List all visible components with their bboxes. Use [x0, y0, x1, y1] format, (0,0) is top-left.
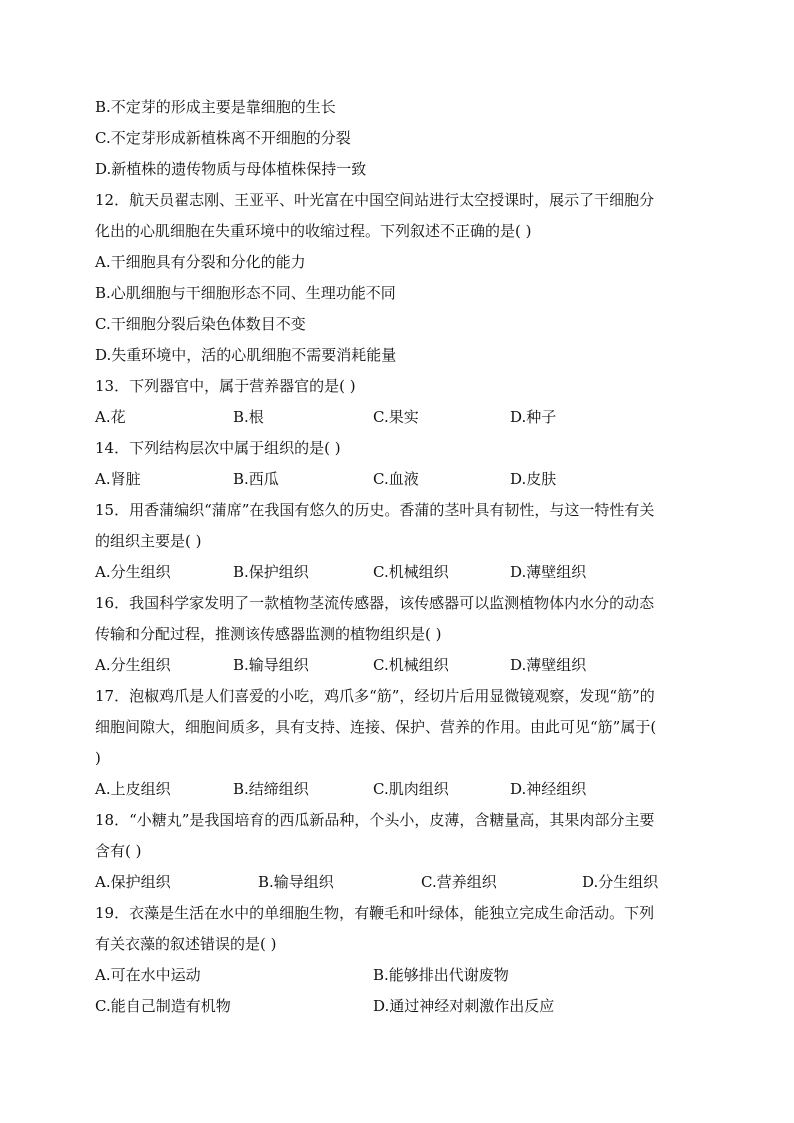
question-stem: 细胞间隙大，细胞间质多，具有支持、连接、保护、营养的作用。由此可见“筋”属于(	[95, 718, 657, 736]
question-stem: 12．航天员翟志刚、王亚平、叶光富在中国空间站进行太空授课时，展示了干细胞分	[95, 191, 655, 209]
options-row	[95, 650, 700, 681]
option-b: B.不定芽的形成主要是靠细胞的生长	[95, 98, 336, 116]
question-stem: 16．我国科学家发明了一款植物茎流传感器，该传感器可以监测植物体内水分的动态	[95, 594, 655, 612]
option-c: C.能自己制造有机物	[95, 997, 231, 1015]
question-stem: 的组织主要是( )	[95, 532, 202, 550]
options-row	[95, 991, 700, 1022]
options-row	[95, 557, 700, 588]
option-d: D.薄壁组织	[510, 656, 587, 674]
option-d: D.皮肤	[510, 470, 557, 488]
question-stem: 14．下列结构层次中属于组织的是( )	[95, 439, 341, 457]
option-c: C.营养组织	[421, 873, 497, 891]
option-d: D.神经组织	[510, 780, 587, 798]
option-b: B.西瓜	[233, 470, 279, 488]
option-c: C.干细胞分裂后染色体数目不变	[95, 315, 306, 333]
option-b: B.能够排出代谢废物	[373, 966, 509, 984]
option-b: B.输导组织	[258, 873, 334, 891]
option-b: B.根	[233, 408, 264, 426]
question-stem: 13．下列器官中，属于营养器官的是( )	[95, 377, 356, 395]
question-stem: )	[95, 749, 101, 767]
option-c: C.不定芽形成新植株离不开细胞的分裂	[95, 129, 351, 147]
option-a: A.肾脏	[95, 470, 141, 488]
option-a: A.花	[95, 408, 126, 426]
option-a: A.分生组织	[95, 563, 171, 581]
question-stem: 18．“小糖丸”是我国培育的西瓜新品种，个头小，皮薄，含糖量高，其果肉部分主要	[95, 811, 655, 829]
option-d: D.通过神经对刺激作出反应	[373, 997, 555, 1015]
question-stem: 含有( )	[95, 842, 142, 860]
question-stem: 化出的心肌细胞在失重环境中的收缩过程。下列叙述不正确的是( )	[95, 222, 532, 240]
question-15	[95, 495, 700, 588]
option-d: D.失重环境中，活的心肌细胞不需要消耗能量	[95, 346, 397, 364]
option-a: A.分生组织	[95, 656, 171, 674]
question-stem: 19．衣藻是生活在水中的单细胞生物，有鞭毛和叶绿体，能独立完成生命活动。下列	[95, 904, 655, 922]
options-row	[95, 867, 700, 898]
question-13	[95, 371, 700, 433]
question-19	[95, 898, 700, 1022]
question-stem: 15．用香蒲编织“蒲席”在我国有悠久的历史。香蒲的茎叶具有韧性，与这一特性有关	[95, 501, 655, 519]
question-16	[95, 588, 700, 681]
question-12	[95, 185, 700, 371]
question-18	[95, 805, 700, 898]
option-d: D.薄壁组织	[510, 563, 587, 581]
option-a: A.上皮组织	[95, 780, 171, 798]
option-a: A.干细胞具有分裂和分化的能力	[95, 253, 306, 271]
options-row	[95, 774, 700, 805]
question-stem: 17．泡椒鸡爪是人们喜爱的小吃，鸡爪多“筋”，经切片后用显微镜观察，发现“筋”的	[95, 687, 655, 705]
option-c: C.果实	[373, 408, 419, 426]
option-d: D.新植株的遗传物质与母体植株保持一致	[95, 160, 367, 178]
option-c: C.肌肉组织	[373, 780, 449, 798]
question-stem: 传输和分配过程，推测该传感器监测的植物组织是( )	[95, 625, 442, 643]
question-17	[95, 681, 700, 805]
option-a: A.可在水中运动	[95, 966, 201, 984]
options-row	[95, 402, 700, 433]
option-a: A.保护组织	[95, 873, 171, 891]
option-b: B.结缔组织	[233, 780, 309, 798]
options-row	[95, 464, 700, 495]
options-row	[95, 960, 700, 991]
option-c: C.机械组织	[373, 656, 449, 674]
option-b: B.输导组织	[233, 656, 309, 674]
option-b: B.保护组织	[233, 563, 309, 581]
option-b: B.心肌细胞与干细胞形态不同、生理功能不同	[95, 284, 396, 302]
option-c: C.机械组织	[373, 563, 449, 581]
option-c: C.血液	[373, 470, 419, 488]
question-stem: 有关衣藻的叙述错误的是( )	[95, 935, 277, 953]
option-d: D.分生组织	[582, 873, 659, 891]
question-14	[95, 433, 700, 495]
option-d: D.种子	[510, 408, 557, 426]
question-list	[95, 92, 700, 1022]
question-11-options	[95, 92, 700, 185]
